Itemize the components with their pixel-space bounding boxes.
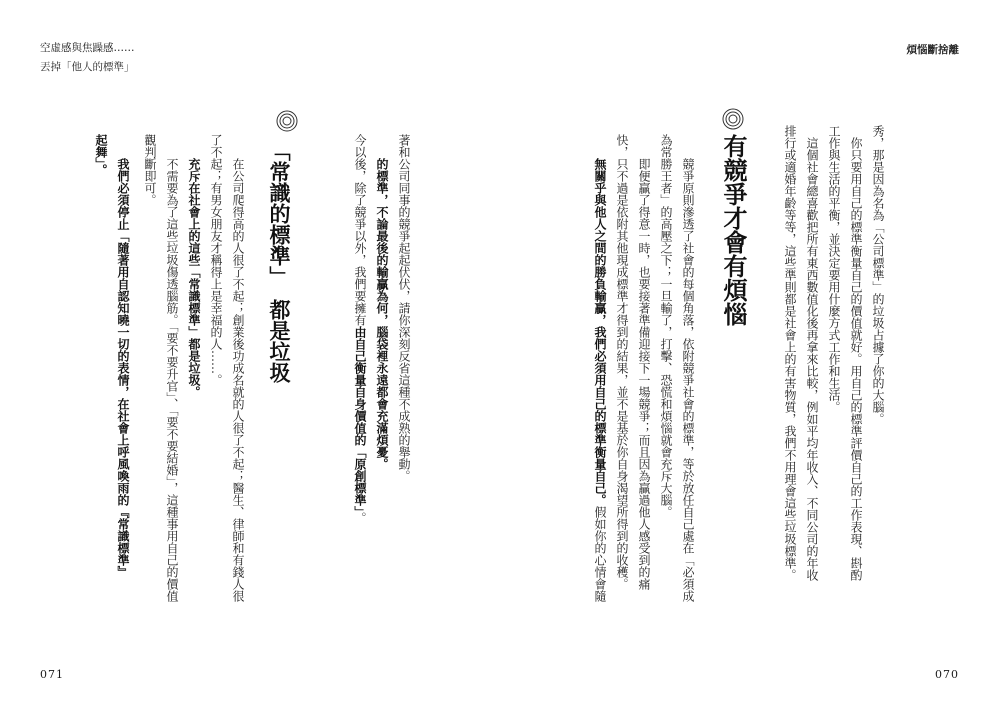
right-line-4: 這個社會總喜歡把所有東西數值化後再拿來比較，例如平均年收入、不同公司的年收 xyxy=(805,137,819,581)
right-line-5: 排行或適婚年齡等等，這些準則都是社會上的有害物質，我們不用理會這些垃圾標準。 xyxy=(783,125,797,581)
section-heading-common-sense-part1: 「常識的標準」 xyxy=(267,140,291,287)
left-section-line-3: 不需要為了這些垃圾傷透腦筋。「要不要升官」、「要不要結婚」，這種事用自己的價值 xyxy=(165,158,179,602)
left-final-bold-2: 起舞」。 xyxy=(94,134,108,176)
section-heading-common-sense xyxy=(268,140,289,383)
running-head-right: 煩惱斷捨離 xyxy=(906,44,959,56)
left-line-1: 著和公司同事的競爭起起伏伏，請你深刻反省這種不成熟的舉動。 xyxy=(397,134,411,482)
right-section-line-1: 競爭原則滲透了社會的每個角落，依附競爭社會的標準，等於放任自己處在「必須成 xyxy=(681,158,695,602)
section-heading-common-sense-part2: 都是垃圾 xyxy=(267,299,291,383)
running-head-left-line2: 丟掉「他人的標準」 xyxy=(40,61,135,73)
running-head-left xyxy=(40,39,135,77)
left-plain-text: 今以後，除了競爭以外，我們要擁有 xyxy=(353,134,367,326)
left-plain-end: 。 xyxy=(353,512,367,524)
running-head-left-line1: 空虛感與焦躁感…… xyxy=(40,42,135,54)
right-section-line-4: 快，只不過是依附其他現成標準才得到的結果，並不是基於你自身渴望所得到的收穫。 xyxy=(615,134,629,590)
right-line-2: 你只要用自己的標準衡量自己的價值就好。用自己的標準評價自己的工作表現、斟酌 xyxy=(849,137,863,581)
right-line-1: 秀，那是因為名為「公司標準」的垃圾占據了你的大腦。 xyxy=(871,125,885,425)
left-bold-original-standard: 由自己衡量自身價值的「原創標準」 xyxy=(353,326,367,512)
right-tail-text: 假如你的心情會隨 xyxy=(593,506,607,602)
section-marker-icon xyxy=(722,108,744,130)
left-bold-line-1: 的標準，不論最後的輸贏為何，腦袋裡永遠都會充滿煩憂。 xyxy=(375,158,389,470)
right-section-line-5 xyxy=(594,158,606,602)
left-section-line-4: 觀判斷即可。 xyxy=(143,134,157,206)
page-number-right: 070 xyxy=(935,668,959,681)
section-marker-icon xyxy=(276,110,298,132)
page-number-left: 071 xyxy=(40,668,64,681)
left-bold-statement: 充斥在社會上的這些「常識標準」都是垃圾。 xyxy=(187,158,201,398)
right-section-line-3: 即便贏了得意一時，也要接著準備迎接下一場競爭；而且因為贏過他人感受到的痛 xyxy=(637,158,651,590)
right-bold-statement: 無關乎與他人之間的勝負輸贏，我們必須用自己的標準衡量自己。 xyxy=(593,158,607,506)
right-line-3: 工作與生活的平衡，並決定要用什麼方式工作和生活。 xyxy=(827,125,841,413)
left-final-bold-1: 我們必須停止「隨著用自認知曉一切的表情，在社會上呼風喚雨的『常識標準』 xyxy=(116,158,130,578)
right-section-line-2: 為常勝王者」的高壓之下；一旦輸了，打擊、恐慌和煩惱就會充斥大腦。 xyxy=(659,134,673,518)
left-section-line-2: 了不起；有男女朋友才稱得上是幸福的人……。 xyxy=(209,134,223,386)
section-heading-competition: 有競爭才會有煩惱 xyxy=(719,134,747,326)
left-line-3 xyxy=(354,134,366,524)
left-section-line-1: 在公司爬得高的人很了不起；創業後功成名就的人很了不起；醫生、律師和有錢人很 xyxy=(231,158,245,602)
